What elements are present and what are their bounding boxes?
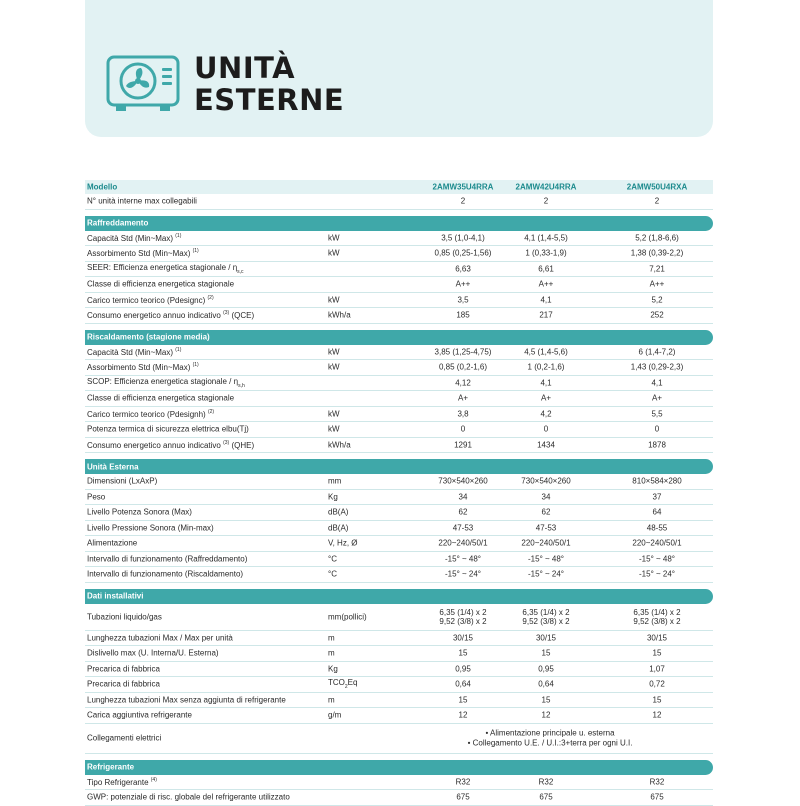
row-value: 3,5 — [457, 295, 469, 305]
row-label: Tipo Refrigerante $^{(4)}$ — [87, 776, 157, 787]
row-value: 15 — [541, 695, 551, 705]
row-unit: kW — [328, 362, 340, 372]
table-row — [85, 567, 713, 583]
row-value: 1,43 (0,29-2,3) — [630, 362, 684, 372]
row-value: R32 — [649, 777, 665, 787]
table-row — [85, 360, 713, 376]
row-value: 5,2 (1,8-6,6) — [635, 233, 679, 243]
table-header: Modello 2AMW35U4RRA 2AMW42U4RRA 2AMW50U4RXA — [85, 180, 713, 194]
table-row — [85, 474, 713, 490]
row-value: 220~240/50/1 — [438, 538, 488, 548]
row-value: 34 — [541, 492, 551, 502]
row-unit: Kg — [328, 664, 338, 674]
row-value: A++ — [649, 279, 665, 289]
row-value: 30/15 — [646, 633, 668, 643]
row-value: 48-55 — [646, 523, 668, 533]
row-value: A+ — [540, 393, 551, 403]
row-label: Carica aggiuntiva refrigerante — [87, 710, 192, 720]
row-label: Carico termico teorico (Pdesignh) $^{(2)}$ — [87, 408, 215, 419]
row-value: 30/15 — [452, 633, 474, 643]
row-label: GWP: potenziale di risc. globale del refrigerante utilizzato — [87, 792, 290, 802]
row-label: Alimentazione — [87, 538, 138, 548]
table-row — [85, 407, 713, 423]
row-value: -15° ~ 48° — [445, 554, 481, 564]
row-value: 47-53 — [452, 523, 474, 533]
table-row — [85, 262, 713, 278]
row-value: 0 — [654, 424, 660, 434]
row-value: 0,85 (0,25-1,56) — [434, 248, 492, 258]
row-value: 0 — [543, 424, 549, 434]
row-unit: m — [328, 633, 335, 643]
row-value: A++ — [455, 279, 471, 289]
row-unit: m — [328, 648, 335, 658]
row-unit: °C — [328, 569, 337, 579]
row-value: 0,95 — [455, 664, 471, 674]
row-label: Livello Pressione Sonora (Min-max) — [87, 523, 214, 533]
row-value: 1 (0,33-1,9) — [525, 248, 567, 258]
row-label: Lunghezza tubazioni Max senza aggiunta di refrigerante — [87, 695, 286, 705]
section-header-install: Dati installativi — [85, 589, 713, 604]
row-unit: dB(A) — [328, 523, 349, 533]
table-row — [85, 438, 713, 454]
row-unit: kWh/a — [328, 440, 351, 450]
row-label: Classe di efficienza energetica stagionale — [87, 393, 235, 403]
row-label: Livello Potenza Sonora (Max) — [87, 507, 192, 517]
row-value: 62 — [541, 507, 551, 517]
table-row — [85, 631, 713, 647]
row-label: Capacità Std (Min~Max) $^{(1)}$ — [87, 232, 182, 243]
row-label: Intervallo di funzionamento (Riscaldamento) — [87, 569, 244, 579]
row-value: A+ — [651, 393, 662, 403]
table-row: Collegamenti elettrici • Alimentazione principale u. esterna • Collegamento U.E. / U.I.:3+terra per ogni U.I. — [85, 724, 713, 754]
row-value: 730×540×260 — [438, 476, 488, 486]
row-label: Potenza termica di sicurezza elettrica elbu(Tj) — [87, 424, 249, 434]
row-value: 37 — [652, 492, 662, 502]
row-value: 7,21 — [649, 264, 665, 274]
row-value: 220~240/50/1 — [521, 538, 571, 548]
row-value: 675 — [539, 792, 553, 802]
row-label: Assorbimento Std (Min~Max) $^{(1)}$ — [87, 362, 199, 373]
row-value: 675 — [456, 792, 470, 802]
row-value: -15° ~ 24° — [445, 569, 481, 579]
table-row — [85, 708, 713, 724]
row-value: 4,1 — [651, 378, 663, 388]
row-value: 1,07 — [649, 664, 665, 674]
row-value: 15 — [652, 695, 662, 705]
row-unit: Kg — [328, 492, 338, 502]
row-value: A++ — [538, 279, 554, 289]
table-row: Tubazioni liquido/gas mm(pollici) 6,35 (1/4) x 2 9,52 (3/8) x 2 6,35 (1/4) x 2 9,52 (3/8) x 2 6,35 (1/4) x 2 9,52 (3/8) x 2 — [85, 604, 713, 631]
row-value: -15° ~ 24° — [639, 569, 675, 579]
row-value: 15 — [652, 648, 662, 658]
row-value: 6 (1,4-7,2) — [638, 347, 676, 357]
row-value: 5,5 — [651, 409, 663, 419]
row-value: 185 — [456, 310, 470, 320]
table-row: N° unità interne max collegabili 2 2 2 — [85, 194, 713, 210]
table-row — [85, 376, 713, 392]
outdoor-unit-icon — [106, 55, 180, 113]
row-value: 675 — [650, 792, 664, 802]
table-row — [85, 521, 713, 537]
table-row — [85, 391, 713, 407]
row-value: 0,95 — [538, 664, 554, 674]
row-label: Carico termico teorico (Pdesignc) $^{(2)}$ — [87, 294, 214, 305]
table-row — [85, 422, 713, 438]
row-value: 3,8 — [457, 409, 469, 419]
row-unit: kW — [328, 409, 340, 419]
row-value: 4,12 — [455, 378, 471, 388]
row-value: 30/15 — [535, 633, 557, 643]
row-value: 217 — [539, 310, 553, 320]
table-row — [85, 246, 713, 262]
row-label: Consumo energetico annuo indicativo $^{(3)}$ (QHE) — [87, 439, 255, 450]
row-value: 4,2 — [540, 409, 552, 419]
row-label: Consumo energetico annuo indicativo $^{(3)}$ (QCE) — [87, 310, 255, 321]
table-row — [85, 646, 713, 662]
row-label: Dimensioni (LxAxP) — [87, 476, 158, 486]
row-value: 1434 — [537, 440, 555, 450]
row-unit: g/m — [328, 710, 342, 720]
row-value: A+ — [457, 393, 468, 403]
row-value: 1878 — [648, 440, 666, 450]
table-row: Precarica di fabbrica $TCO_2Eq$ 0,64 0,64 0,72 — [85, 677, 713, 693]
row-unit: kW — [328, 347, 340, 357]
row-value: 15 — [458, 648, 468, 658]
row-value: 62 — [458, 507, 468, 517]
row-value: 4,1 (1,4-5,5) — [524, 233, 568, 243]
row-value: 47-53 — [535, 523, 557, 533]
row-value: 1291 — [454, 440, 472, 450]
row-value: 4,1 — [540, 378, 552, 388]
row-label: SCOP: Efficienza energetica stagionale / $\eta_{s,h}$ — [87, 376, 245, 389]
table-row — [85, 775, 713, 791]
row-value: -15° ~ 48° — [639, 554, 675, 564]
row-value: 0 — [460, 424, 466, 434]
row-value: 34 — [458, 492, 468, 502]
row-value: 6,63 — [455, 264, 471, 274]
row-label: Lunghezza tubazioni Max / Max per unità — [87, 633, 233, 643]
spec-table — [85, 180, 713, 806]
row-unit: kW — [328, 233, 340, 243]
section-header-outdoor: Unità Esterna — [85, 459, 713, 474]
table-row — [85, 693, 713, 709]
row-value: 6,61 — [538, 264, 554, 274]
row-unit: kW — [328, 295, 340, 305]
row-value: 252 — [650, 310, 664, 320]
row-value: -15° ~ 48° — [528, 554, 564, 564]
row-value: 3,5 (1,0-4,1) — [441, 233, 485, 243]
row-label: Intervallo di funzionamento (Raffreddamento) — [87, 554, 248, 564]
row-value: 5,2 — [651, 295, 663, 305]
row-value: 64 — [652, 507, 662, 517]
table-row — [85, 490, 713, 506]
table-row — [85, 536, 713, 552]
row-label: Capacità Std (Min~Max) $^{(1)}$ — [87, 346, 182, 357]
table-row — [85, 277, 713, 293]
row-unit: dB(A) — [328, 507, 349, 517]
row-value: 12 — [652, 710, 662, 720]
row-unit: kWh/a — [328, 310, 351, 320]
table-row — [85, 231, 713, 247]
table-row — [85, 308, 713, 324]
row-value: 1,38 (0,39-2,2) — [630, 248, 684, 258]
row-unit: kW — [328, 424, 340, 434]
table-row — [85, 293, 713, 309]
section-header-cooling: Raffreddamento — [85, 216, 713, 231]
row-value: 15 — [541, 648, 551, 658]
table-row — [85, 345, 713, 361]
row-label: SEER: Efficienza energetica stagionale / $\eta_{s,c}$ — [87, 262, 244, 275]
row-value: 12 — [541, 710, 551, 720]
row-value: 730×540×260 — [521, 476, 571, 486]
page-title: UNITÀ ESTERNE — [194, 51, 345, 117]
row-unit: m — [328, 695, 335, 705]
row-value: 4,5 (1,4-5,6) — [524, 347, 568, 357]
section-header-heating: Riscaldamento (stagione media) — [85, 330, 713, 345]
row-value: 3,85 (1,25-4,75) — [434, 347, 492, 357]
row-label: Dislivello max (U. Interna/U. Esterna) — [87, 648, 219, 658]
table-row — [85, 552, 713, 568]
row-unit: V, Hz, Ø — [328, 538, 358, 548]
table-row — [85, 662, 713, 678]
row-value: 810×584×280 — [632, 476, 682, 486]
row-value: 15 — [458, 695, 468, 705]
row-label: Precarica di fabbrica — [87, 664, 160, 674]
row-value: 4,1 — [540, 295, 552, 305]
row-value: -15° ~ 24° — [528, 569, 564, 579]
row-unit: °C — [328, 554, 337, 564]
row-value: R32 — [455, 777, 471, 787]
row-value: 220~240/50/1 — [632, 538, 682, 548]
row-value: R32 — [538, 777, 554, 787]
row-value: 0,85 (0,2-1,6) — [438, 362, 488, 372]
row-label: Classe di efficienza energetica stagionale — [87, 279, 235, 289]
row-label: Peso — [87, 492, 106, 502]
row-unit: kW — [328, 248, 340, 258]
section-header-refrigerant: Refrigerante — [85, 760, 713, 775]
row-value: 1 (0,2-1,6) — [527, 362, 565, 372]
row-label: Assorbimento Std (Min~Max) $^{(1)}$ — [87, 248, 199, 259]
row-value: 12 — [458, 710, 468, 720]
table-row — [85, 505, 713, 521]
table-row — [85, 790, 713, 806]
row-unit: mm — [328, 476, 342, 486]
